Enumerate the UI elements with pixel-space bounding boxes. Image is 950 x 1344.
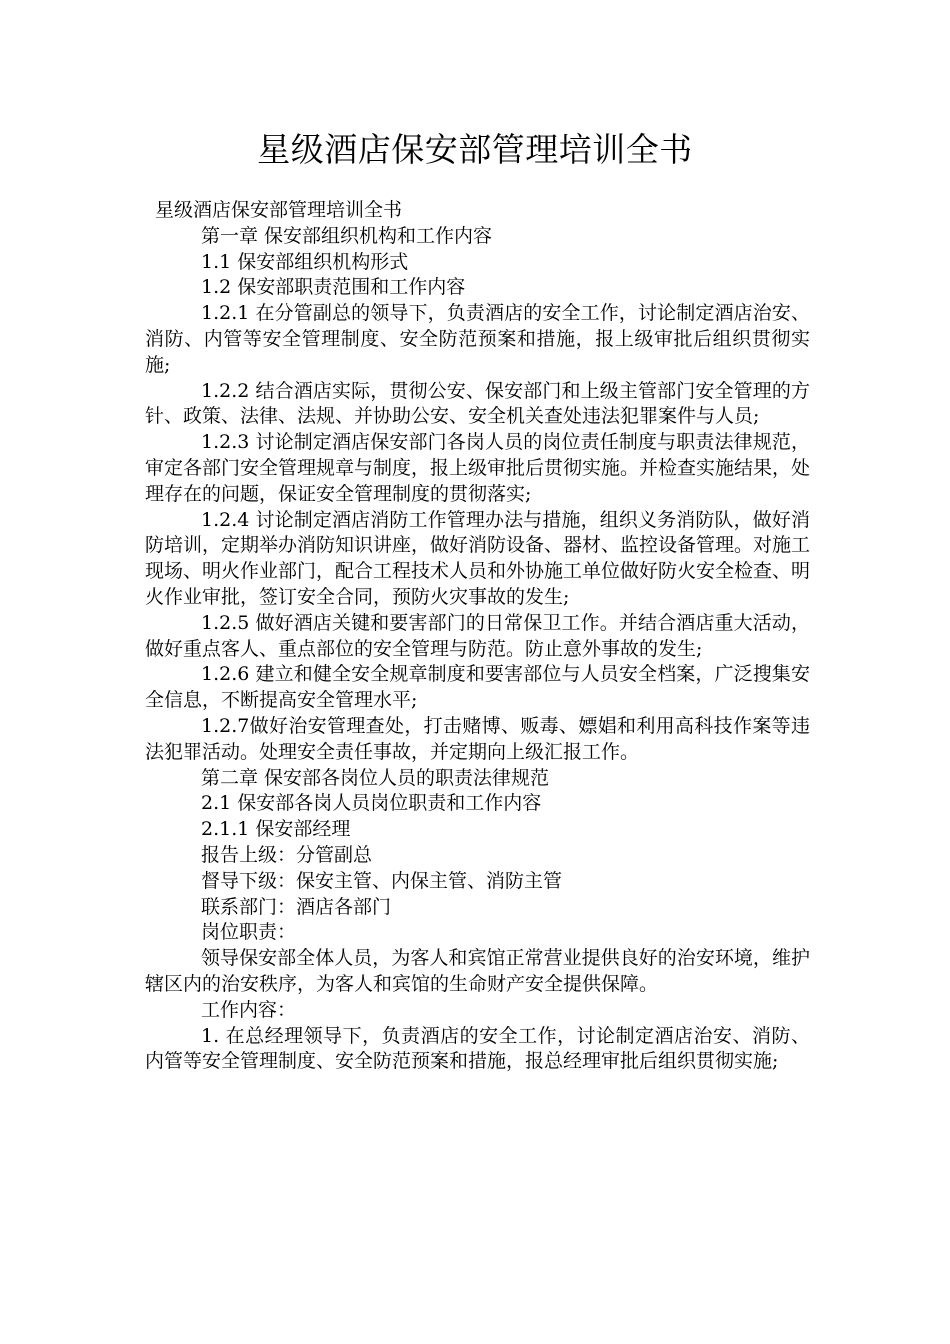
clause-1-2-1: 1.2.1 在分管副总的领导下，负责酒店的安全工作，讨论制定酒店治安、消防、内管等安全管理制度、安全防范预案和措施，报上级审批后组织贯彻实施; xyxy=(145,302,810,376)
work-content-label: 工作内容： xyxy=(201,998,297,1021)
clause-1-2-5: 1.2.5 做好酒店关键和要害部门的日常保卫工作。并结合酒店重大活动，做好重点客人、重点部位的安全管理与防范。防止意外事故的发生; xyxy=(145,611,810,660)
work-item-1: 1. 在总经理领导下，负责酒店的安全工作，讨论制定酒店治安、消防、内管等安全管理制度、安全防范预案和措施，报总经理审批后组织贯彻实施; xyxy=(145,1024,810,1073)
document-title: 星级酒店保安部管理培训全书 xyxy=(257,130,693,169)
clause-1-2-7: 1.2.7做好治安管理查处，打击赌博、贩毒、嫖娼和利用高科技作案等违法犯罪活动。处理安全责任事故，并定期向上级汇报工作。 xyxy=(145,714,810,763)
section-2-1-heading: 2.1 保安部各岗人员岗位职责和工作内容 xyxy=(201,792,542,815)
chapter-2-heading: 第二章 保安部各岗位人员的职责法律规范 xyxy=(201,766,550,789)
clause-1-2-2: 1.2.2 结合酒店实际，贯彻公安、保安部门和上级主管部门安全管理的方针、政策、法律、法规、并协助公安、安全机关查处违法犯罪案件与人员; xyxy=(145,379,810,428)
supervises-line: 督导下级：保安主管、内保主管、消防主管 xyxy=(201,869,563,892)
section-1-1-heading: 1.1 保安部组织机构形式 xyxy=(201,250,409,273)
clause-1-2-6: 1.2.6 建立和健全安全规章制度和要害部位与人员安全档案，广泛搜集安全信息，不断提高安全管理水平; xyxy=(145,663,810,712)
liaison-line: 联系部门：酒店各部门 xyxy=(201,895,392,918)
duties-paragraph: 领导保安部全体人员，为客人和宾馆正常营业提供良好的治安环境，维护辖区内的治安秩序，为客人和宾馆的生命财产安全提供保障。 xyxy=(145,947,810,995)
reports-to-line: 报告上级：分管副总 xyxy=(201,843,373,866)
duties-label: 岗位职责： xyxy=(201,921,297,944)
section-2-1-1-heading: 2.1.1 保安部经理 xyxy=(201,818,351,841)
clause-1-2-4: 1.2.4 讨论制定酒店消防工作管理办法与措施，组织义务消防队，做好消防培训，定期举办消防知识讲座，做好消防设备、器材、监控设备管理。对施工现场、明火作业部门，配合工程技术人员和外协施工单位做好防火安全检查、明火作业审批，签订安全合同，预防火灾事故的发生; xyxy=(145,508,811,608)
document-subtitle: 星级酒店保安部管理培训全书 xyxy=(155,199,403,221)
section-1-2-heading: 1.2 保安部职责范围和工作内容 xyxy=(201,276,466,299)
chapter-1-heading: 第一章 保安部组织机构和工作内容 xyxy=(201,224,493,247)
clause-1-2-3: 1.2.3 讨论制定酒店保安部门各岗人员的岗位责任制度与职责法律规范，审定各部门安全管理规章与制度，报上级审批后贯彻实施。并检查实施结果，处理存在的问题，保证安全管理制度的贯彻落实; xyxy=(145,431,811,505)
document-body xyxy=(145,198,810,1075)
